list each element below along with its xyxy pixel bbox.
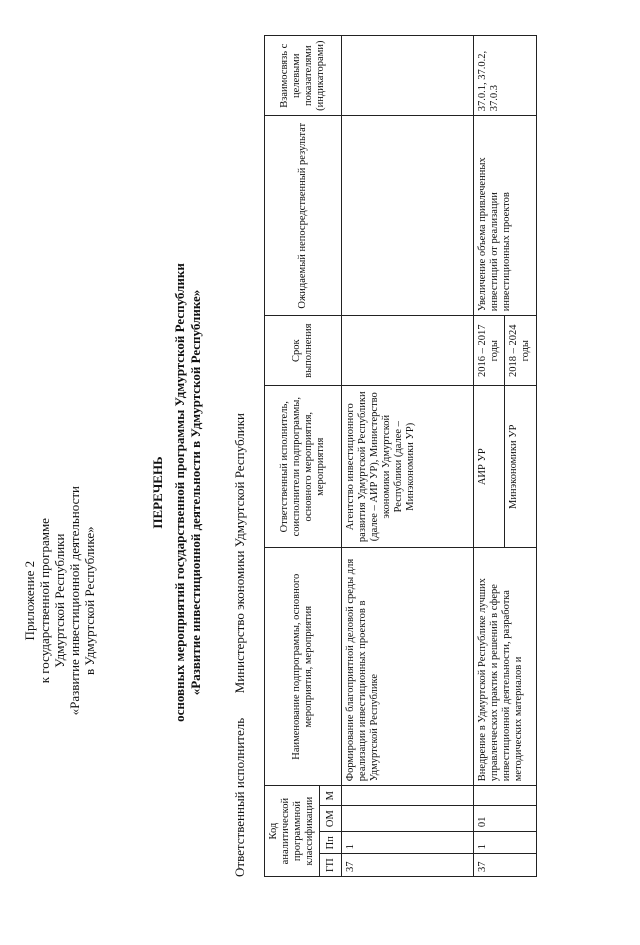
cell-term xyxy=(342,316,474,386)
table-row xyxy=(342,36,474,877)
cell-term-a: 2016 – 2017 годы xyxy=(474,316,505,386)
header-executor: Ответственный исполнитель, соисполнители подпрограммы, основного мероприятия, мероприятия xyxy=(265,386,342,548)
table-row xyxy=(474,36,505,877)
title-heading: ПЕРЕЧЕНЬ xyxy=(150,456,165,529)
appendix-line-3: Удмуртской Республики xyxy=(52,533,67,668)
responsible-value: Министерство экономики Удмуртской Республики xyxy=(232,413,247,694)
cell-m xyxy=(342,786,474,806)
cell-result: Увеличение объема привлеченных инвестиций от реализации инвестиционных проектов xyxy=(474,116,537,316)
header-name: Наименование подпрограммы, основного мероприятия, мероприятия xyxy=(265,548,342,786)
cell-om xyxy=(342,806,474,832)
header-result: Ожидаемый непосредственный результат xyxy=(265,116,342,316)
header-term: Срок выполнения xyxy=(265,316,342,386)
table-header-row xyxy=(265,36,320,877)
appendix-line-5: в Удмуртской Республике» xyxy=(82,526,97,675)
appendix-line-4: «Развитие инвестиционной деятельности xyxy=(67,486,82,716)
header-gp: ГП xyxy=(320,854,342,877)
appendix-line-1: Приложение 2 xyxy=(22,560,37,641)
cell-term-b: 2018 – 2024 годы xyxy=(505,316,537,386)
appendix-line-2: к государственной программе xyxy=(37,518,52,684)
header-pp: Пп xyxy=(320,832,342,854)
cell-executor: Агентство инвестиционного развития Удмуртской Республики (далее – АИР УР), Министерство экономики Удмуртской Республики (далее – Минэкономики УР) xyxy=(342,386,474,548)
header-link: Взаимосвязь с целевыми показателями (индикаторами) xyxy=(265,36,342,116)
cell-executor-a: АИР УР xyxy=(474,386,505,548)
cell-name: Внедрение в Удмуртской Республике лучших управленческих практик и решений в сфере инвестиционной деятельности, разработка методических материалов и xyxy=(474,548,537,786)
cell-name: Формирование благоприятной деловой среды для реализации инвестиционных проектов в Удмуртской Республике xyxy=(342,548,474,786)
cell-link xyxy=(342,36,474,116)
document-title xyxy=(150,40,204,945)
header-om: ОМ xyxy=(320,806,342,832)
cell-gp: 37 xyxy=(342,854,474,877)
cell-pp: 1 xyxy=(342,832,474,854)
cell-executor-b: Минэкономики УР xyxy=(505,386,537,548)
cell-link: 37.0.1, 37.0.2, 37.0.3 xyxy=(474,36,537,116)
cell-om: 01 xyxy=(474,806,537,832)
appendix-note xyxy=(22,486,97,715)
header-code: Код аналитической программной классификации xyxy=(265,786,320,877)
cell-pp: 1 xyxy=(474,832,537,854)
cell-gp: 37 xyxy=(474,854,537,877)
header-m: М xyxy=(320,786,342,806)
cell-m xyxy=(474,786,537,806)
title-line-2: основных мероприятий государственной программы Удмуртской Республики xyxy=(172,263,187,722)
cell-result xyxy=(342,116,474,316)
responsible-executor xyxy=(232,413,248,877)
measures-table xyxy=(264,35,537,877)
title-line-3: «Развитие инвестиционной деятельности в Удмуртской Республике» xyxy=(188,289,203,696)
responsible-label: Ответственный исполнитель xyxy=(232,717,247,877)
